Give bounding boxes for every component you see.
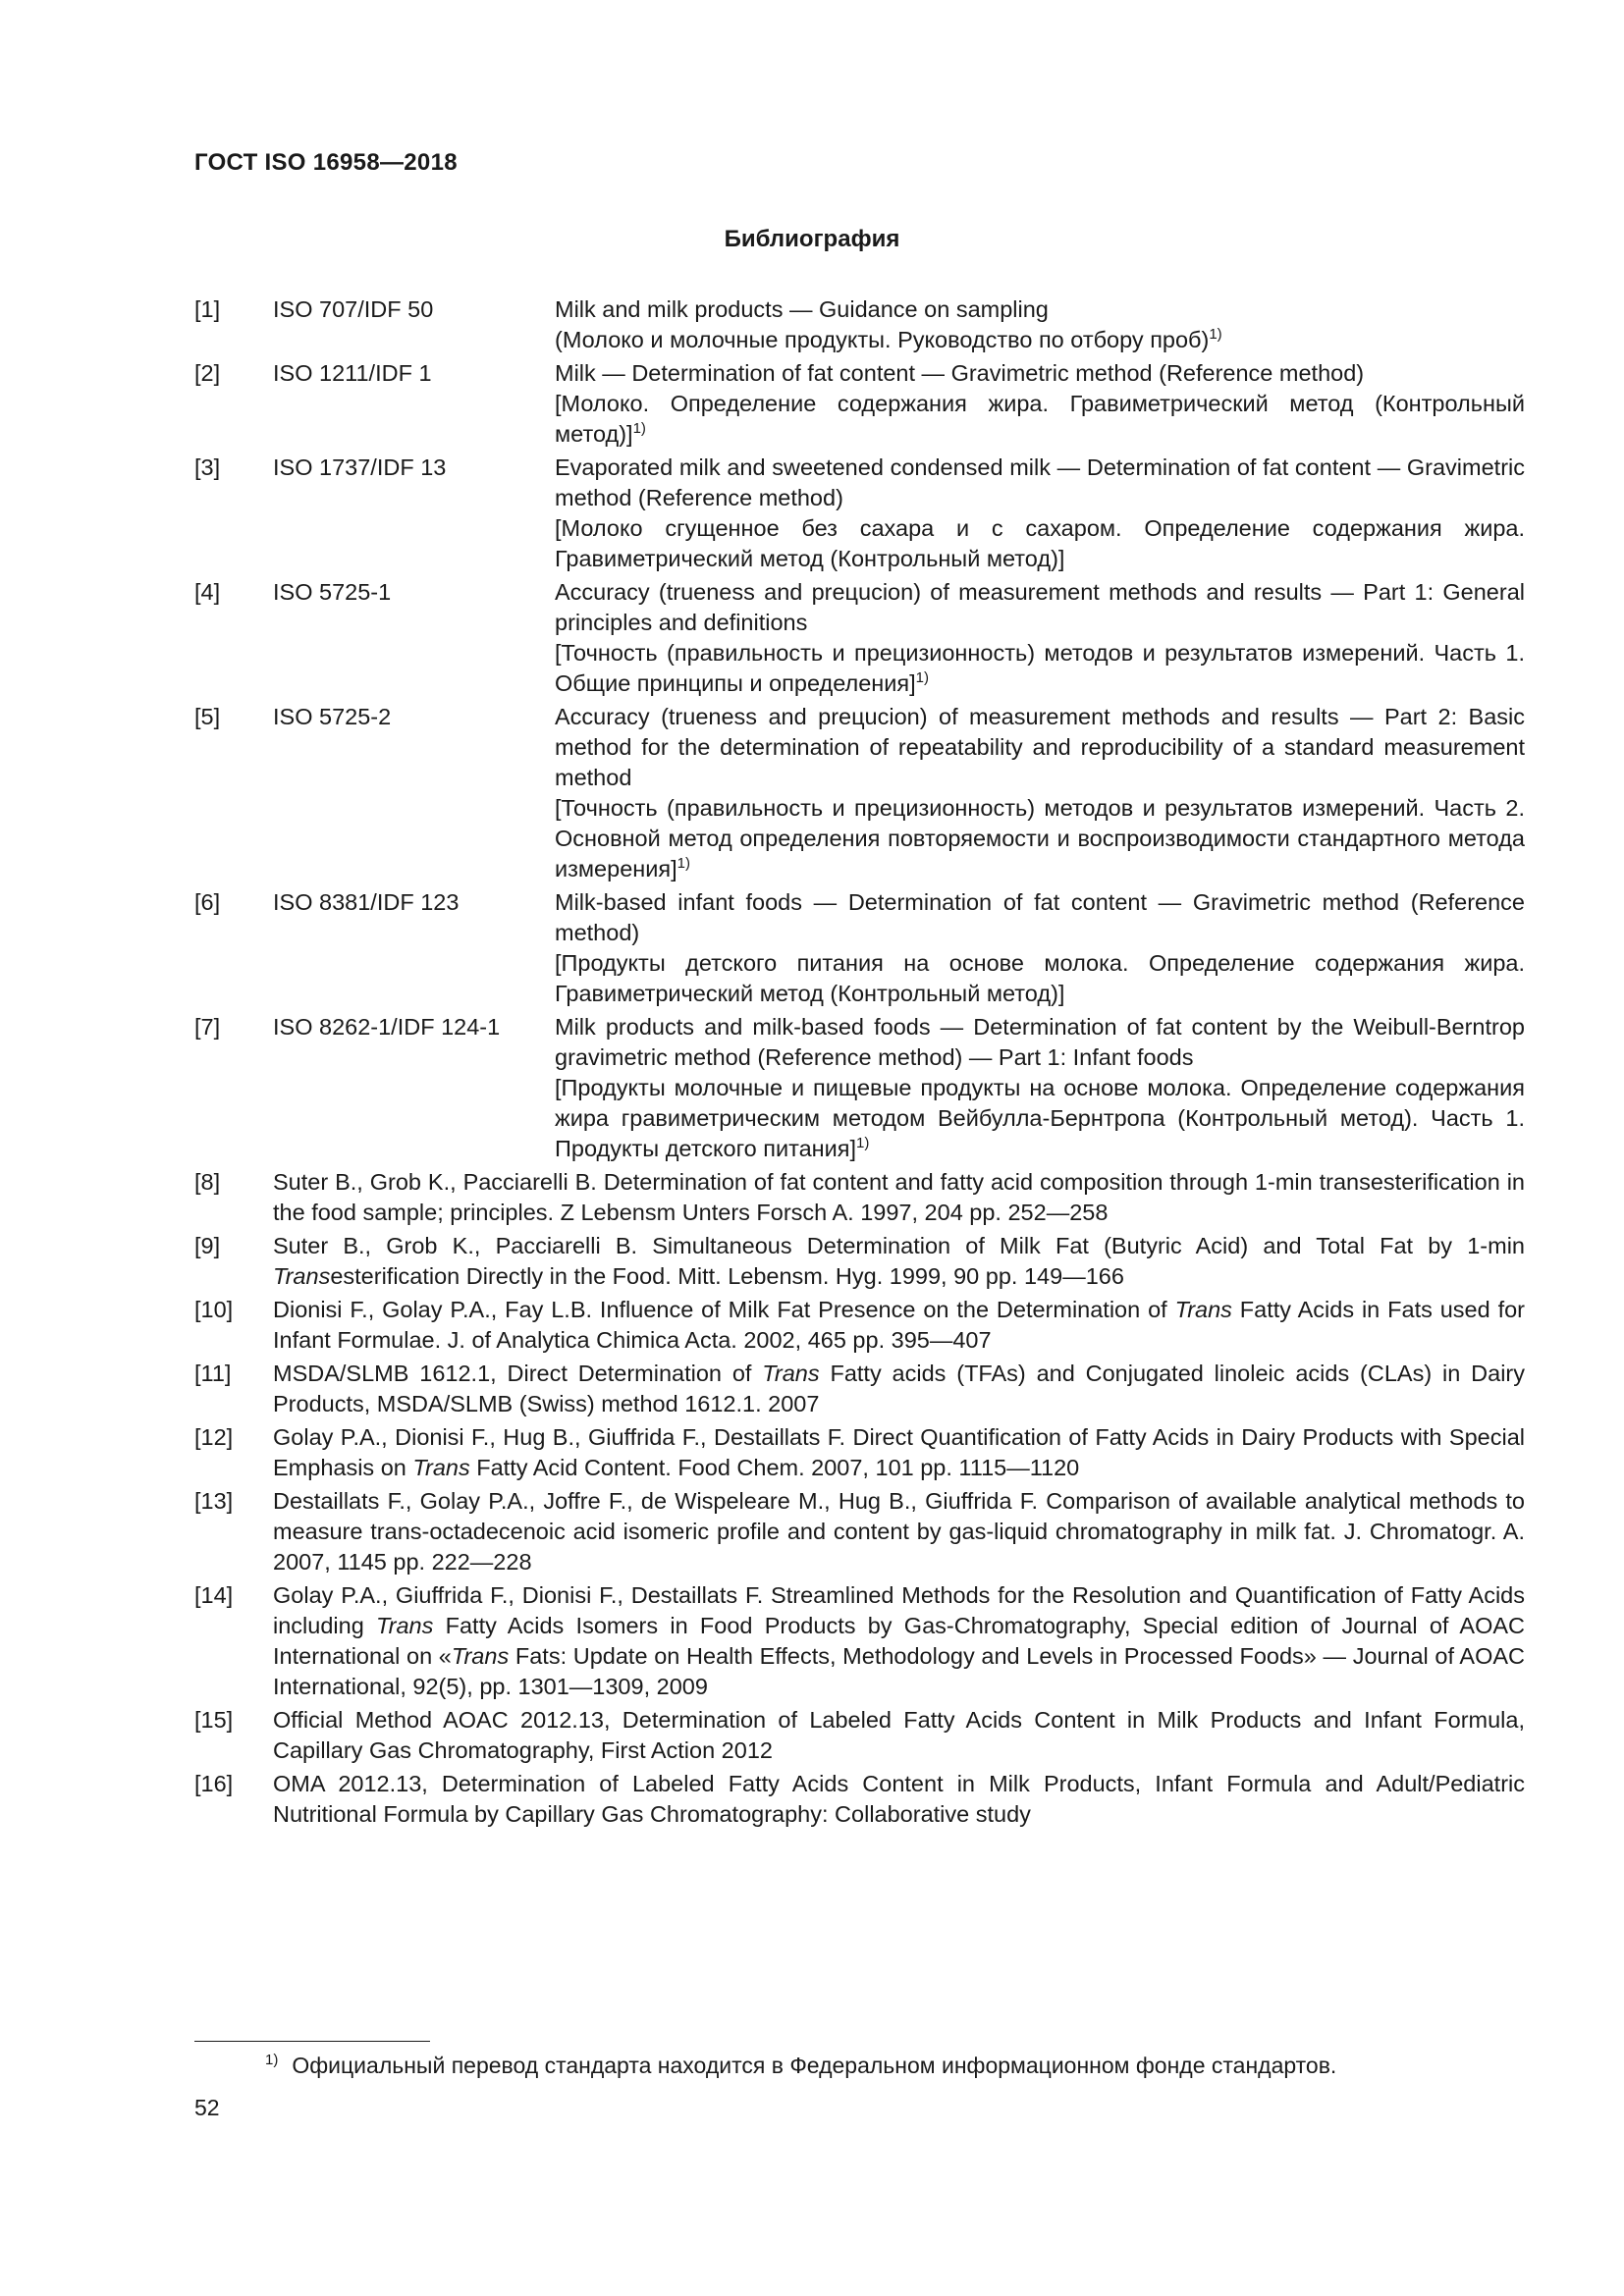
title-en: Milk — Determination of fat content — Gravimetric method (Reference method) xyxy=(555,360,1365,386)
standard-code: ISO 8381/IDF 123 xyxy=(273,889,460,915)
title-ru: (Молоко и молочные продукты. Руководство по отбору проб) xyxy=(555,327,1210,352)
footnote-text: Официальный перевод стандарта находится в Федеральном информационном фонде стандартов. xyxy=(292,2053,1337,2078)
bibliography-list xyxy=(194,294,1525,1833)
entry-number: [3] xyxy=(194,454,221,480)
entry-number: [13] xyxy=(194,1488,234,1514)
reference-text: Suter B., Grob K., Pacciarelli B. Simultaneous Determination of Milk Fat (Butyric Acid) and Total Fat by 1-min Transesterification Directly in the Food. Mitt. Lebensm. Hyg. 1999, 90 pp. 149—166 xyxy=(273,1233,1525,1289)
title-en: Evaporated milk and sweetened condensed milk — Determination of fat content — Gravimetric method (Reference method) xyxy=(555,454,1525,510)
reference-text: Suter B., Grob K., Pacciarelli B. Determination of fat content and fatty acid composition through 1-min transesterification in the food sample; principles. Z Lebensm Unters Forsch A. 1997, 204 pp. 252—258 xyxy=(273,1169,1525,1225)
footnote-mark: 1) xyxy=(265,2052,279,2069)
footnote-ref: 1) xyxy=(677,855,690,873)
entry-number: [6] xyxy=(194,889,221,915)
footnote-ref: 1) xyxy=(1209,326,1222,344)
reference-text: Destaillats F., Golay P.A., Joffre F., de Wispeleare M., Hug B., Giuffrida F. Comparison of available analytical methods to measure trans-octadecenoic acid isomeric profile and content by gas-liquid chromatography in milk fat. J. Chromatogr. A. 2007, 1145 pp. 222—228 xyxy=(273,1488,1525,1575)
reference-text: Official Method AOAC 2012.13, Determination of Labeled Fatty Acids Content in Milk Products and Infant Formula, Capillary Gas Chromatography, First Action 2012 xyxy=(273,1707,1525,1763)
entry-number: [12] xyxy=(194,1424,234,1450)
entry-number: [9] xyxy=(194,1233,221,1258)
title-en: Milk-based infant foods — Determination of fat content — Gravimetric method (Reference method) xyxy=(555,889,1525,945)
footnote-ref: 1) xyxy=(632,420,646,438)
bibliography-entry xyxy=(194,358,1525,450)
bibliography-entry xyxy=(194,1167,1525,1228)
bibliography-entry xyxy=(194,1580,1525,1702)
bibliography-entry xyxy=(194,1486,1525,1577)
footnote xyxy=(265,2053,1336,2079)
bibliography-entry xyxy=(194,1359,1525,1419)
footnote-separator xyxy=(194,2041,430,2042)
standard-code: ISO 707/IDF 50 xyxy=(273,296,434,322)
standard-code: ISO 8262-1/IDF 124-1 xyxy=(273,1014,501,1040)
bibliography-entry xyxy=(194,577,1525,699)
reference-text: Golay P.A., Dionisi F., Hug B., Giuffrida F., Destaillats F. Direct Quantification of Fatty Acids in Dairy Products with Special Emphasis on Trans Fatty Acid Content. Food Chem. 2007, 101 pp. 1115—1120 xyxy=(273,1424,1525,1480)
title-ru: [Продукты молочные и пищевые продукты на основе молока. Определение содержания жира гравиметрическим методом Вейбулла-Бернтропа (Контрольный метод). Часть 1. Продукты детского питания] xyxy=(555,1075,1525,1161)
title-en: Accuracy (trueness and preцucion) of measurement methods and results — Part 2: Basic method for the determination of repeatability and reproducibility of a standard measurement method xyxy=(555,704,1525,790)
bibliography-entry xyxy=(194,702,1525,884)
title-ru: [Молоко сгущенное без сахара и с сахаром. Определение содержания жира. Гравиметрический метод (Контрольный метод)] xyxy=(555,515,1525,571)
entry-number: [2] xyxy=(194,360,221,386)
reference-text: MSDA/SLMB 1612.1, Direct Determination of Trans Fatty acids (TFAs) and Conjugated linoleic acids (CLAs) in Dairy Products, MSDA/SLMB (Swiss) method 1612.1. 2007 xyxy=(273,1361,1525,1416)
title-ru: [Точность (правильность и прецизионность) методов и результатов измерений. Часть 1. Общие принципы и определения] xyxy=(555,640,1525,696)
standard-code: ISO 1737/IDF 13 xyxy=(273,454,447,480)
reference-text: Golay P.A., Giuffrida F., Dionisi F., Destaillats F. Streamlined Methods for the Resolution and Quantification of Fatty Acids including Trans Fatty Acids Isomers in Food Products by Gas-Chromatography, Special edition of Journal of AOAC International on «Trans Fats: Update on Health Effects, Methodology and Levels in Processed Foods» — Journal of AOAC International, 92(5), pp. 1301—1309, 2009 xyxy=(273,1582,1525,1699)
entry-number: [1] xyxy=(194,296,221,322)
bibliography-entry xyxy=(194,1769,1525,1830)
reference-text: Dionisi F., Golay P.A., Fay L.B. Influence of Milk Fat Presence on the Determination of Trans Fatty Acids in Fats used for Infant Formulae. J. of Analytica Chimica Acta. 2002, 465 pp. 395—407 xyxy=(273,1297,1526,1353)
entry-number: [8] xyxy=(194,1169,221,1195)
page-number: 52 xyxy=(194,2095,220,2120)
entry-number: [15] xyxy=(194,1707,234,1733)
title-en: Milk products and milk-based foods — Determination of fat content by the Weibull-Berntrop gravimetric method (Reference method) — Part 1: Infant foods xyxy=(555,1014,1525,1070)
bibliography-entry xyxy=(194,887,1525,1009)
bibliography-entry xyxy=(194,294,1525,355)
footnote-ref: 1) xyxy=(856,1135,870,1152)
bibliography-entry xyxy=(194,1422,1525,1483)
footnote-ref: 1) xyxy=(915,669,929,687)
entry-number: [16] xyxy=(194,1771,234,1796)
entry-number: [7] xyxy=(194,1014,221,1040)
bibliography-entry xyxy=(194,1705,1525,1766)
title-en: Milk and milk products — Guidance on sampling xyxy=(555,296,1049,322)
entry-number: [10] xyxy=(194,1297,234,1322)
section-title: Библиография xyxy=(724,226,900,252)
bibliography-entry xyxy=(194,1231,1525,1292)
title-ru: [Продукты детского питания на основе молока. Определение содержания жира. Гравиметрический метод (Контрольный метод)] xyxy=(555,950,1525,1006)
title-en: Accuracy (trueness and preцucion) of measurement methods and results — Part 1: General principles and definitions xyxy=(555,579,1525,635)
title-ru: [Молоко. Определение содержания жира. Гравиметрический метод (Контрольный метод)] xyxy=(555,391,1525,447)
reference-text: OMA 2012.13, Determination of Labeled Fatty Acids Content in Milk Products, Infant Formula and Adult/Pediatric Nutritional Formula by Capillary Gas Chromatography: Collaborative study xyxy=(273,1771,1525,1827)
entry-number: [5] xyxy=(194,704,221,729)
standard-code: ISO 5725-2 xyxy=(273,704,392,729)
standard-code: ISO 5725-1 xyxy=(273,579,392,605)
entry-number: [4] xyxy=(194,579,221,605)
bibliography-entry xyxy=(194,453,1525,574)
document-header: ГОСТ ISO 16958—2018 xyxy=(194,149,458,176)
entry-number: [11] xyxy=(194,1361,232,1386)
standard-code: ISO 1211/IDF 1 xyxy=(273,360,432,386)
bibliography-entry xyxy=(194,1295,1525,1356)
title-ru: [Точность (правильность и прецизионность) методов и результатов измерений. Часть 2. Основной метод определения повторяемости и воспроизводимости стандартного метода измерения] xyxy=(555,795,1525,881)
entry-number: [14] xyxy=(194,1582,234,1608)
bibliography-entry xyxy=(194,1012,1525,1164)
